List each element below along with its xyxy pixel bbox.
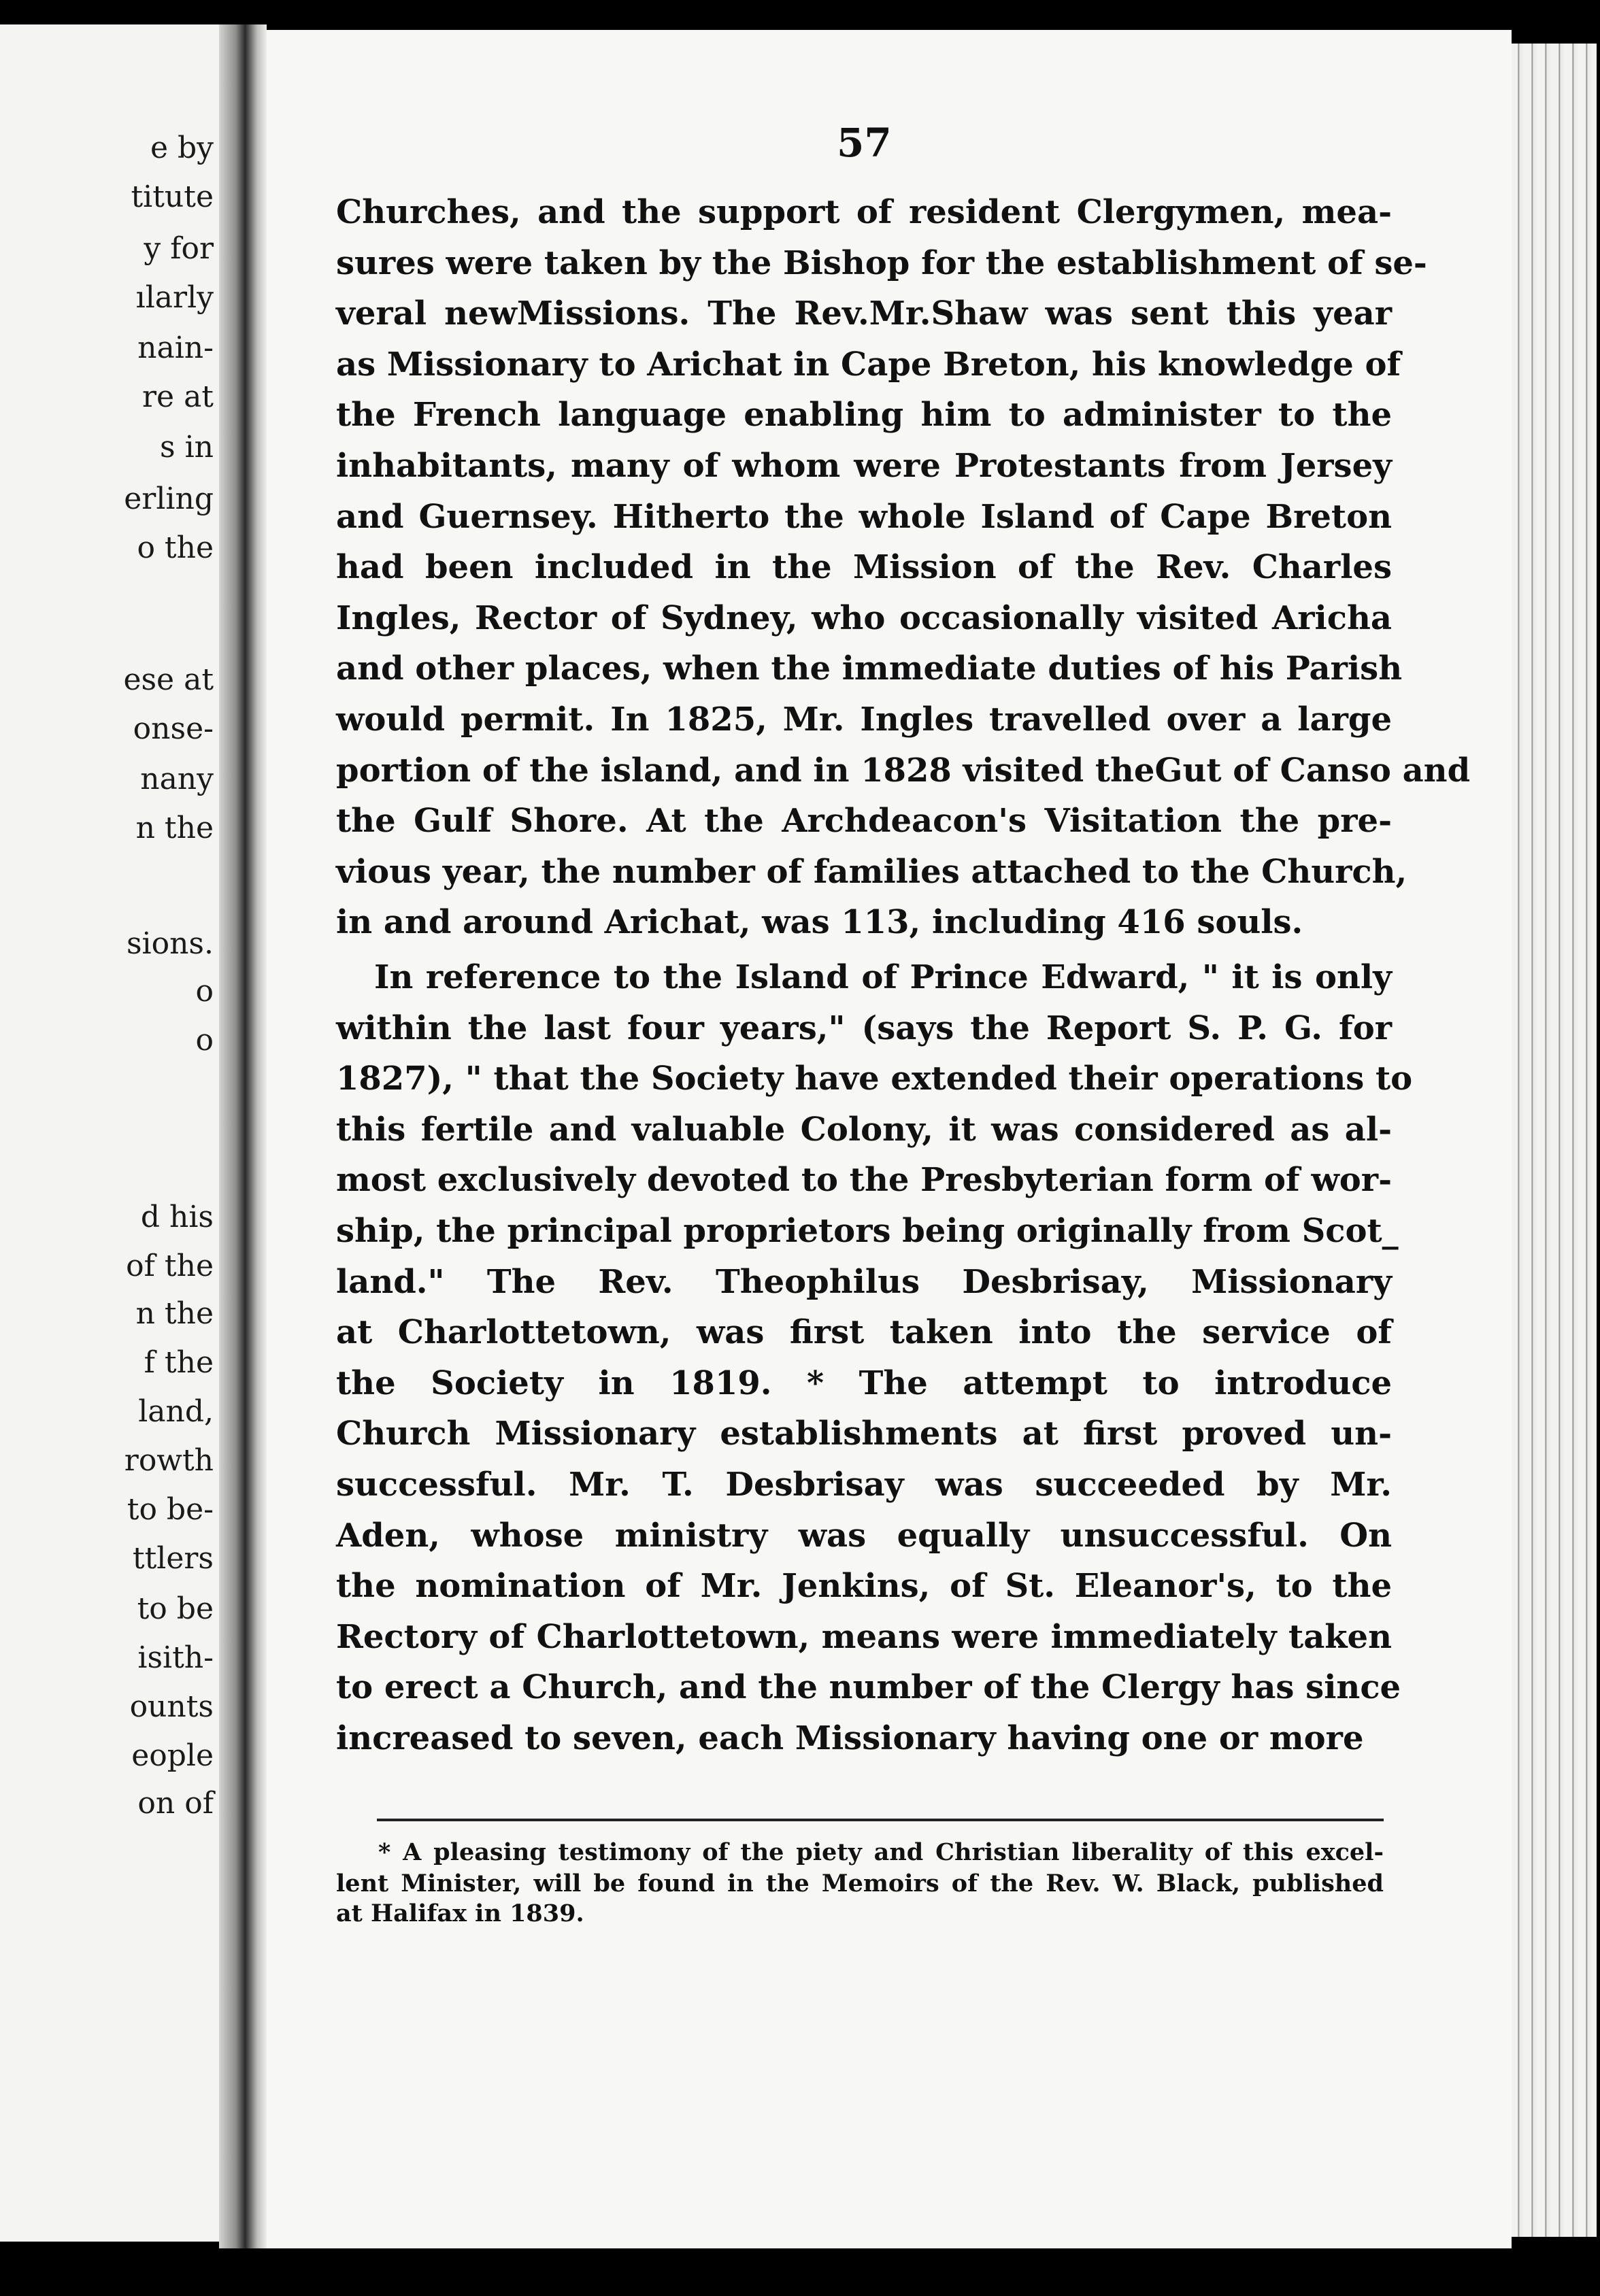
left-page-fragment: erling (124, 482, 214, 516)
body-line: in and around Arichat, was 113, including 416 souls. (336, 903, 1303, 941)
body-line: portion of the island, and in 1828 visited theGut of Canso and (336, 752, 1471, 790)
left-page-fragment: d his (140, 1200, 214, 1234)
body-line: at Charlottetown, was first taken into the service of (336, 1313, 1392, 1351)
body-line: 1827), " that the Society have extended their operations to (336, 1060, 1413, 1098)
left-page-fragment: s in (160, 430, 214, 465)
left-page-fragment: onse- (133, 711, 214, 746)
left-page-fragment: titute (131, 180, 214, 214)
left-page-fragment: nain- (137, 331, 214, 365)
body-line: most exclusively devoted to the Presbyterian form of wor- (336, 1161, 1392, 1199)
left-page-fragment: y for (144, 231, 214, 266)
left-page-fragment: n the (135, 811, 214, 845)
book-gutter (219, 24, 267, 2248)
left-page-fragment: o (195, 1023, 214, 1058)
left-page-fragment: ttlers (132, 1541, 214, 1576)
body-line: land." The Rev. Theophilus Desbrisay, Missionary (336, 1263, 1392, 1301)
left-page-fragment: nany (140, 762, 214, 796)
left-page-fragment: land, (138, 1394, 214, 1429)
body-line: inhabitants, many of whom were Protestants from Jersey (336, 447, 1392, 485)
left-page-fragment: to be (137, 1591, 214, 1626)
body-line: Aden, whose ministry was equally unsuccessful. On (336, 1517, 1392, 1555)
body-line: the French language enabling him to administer to the (336, 396, 1392, 434)
body-line: Church Missionary establishments at first proved un- (336, 1415, 1392, 1453)
body-line: would permit. In 1825, Mr. Ingles travelled over a large (336, 700, 1392, 739)
body-line: and Guernsey. Hitherto the whole Island of Cape Breton (336, 498, 1392, 536)
body-line: In reference to the Island of Prince Edward, " it is only (374, 958, 1392, 996)
left-page-fragment: o the (137, 530, 214, 565)
left-page-fragment: o (195, 974, 214, 1009)
left-page-fragment: sions. (126, 926, 214, 961)
body-line: within the last four years," (says the Report S. P. G. for (336, 1009, 1392, 1047)
left-page-fragment: of the (126, 1249, 214, 1283)
body-line: as Missionary to Arichat in Cape Breton, his knowledge of (336, 345, 1401, 384)
body-line: the Gulf Shore. At the Archdeacon's Visitation the pre- (336, 802, 1392, 840)
body-line: veral newMissions. The Rev.Mr.Shaw was sent this year (336, 294, 1392, 333)
left-page-fragment: e by (150, 131, 214, 165)
left-page-fragment: f the (144, 1345, 214, 1380)
footnote-rule (377, 1819, 1384, 1821)
footnote-line: at Halifax in 1839. (336, 1900, 584, 1927)
body-line: vious year, the number of families attached to the Church, (336, 853, 1407, 891)
page-edges (1512, 44, 1597, 2237)
body-line: had been included in the Mission of the Rev. Charles (336, 548, 1392, 586)
footnote-line: * A pleasing testimony of the piety and Christian liberality of this excel- (378, 1838, 1384, 1866)
left-page-fragment: ese at (123, 662, 214, 697)
left-page-fragment: n the (135, 1296, 214, 1331)
left-page-fragment: on of (137, 1786, 214, 1821)
body-line: the nomination of Mr. Jenkins, of St. Eleanor's, to the (336, 1567, 1392, 1605)
body-line: ship, the principal proprietors being originally from Scot_ (336, 1212, 1399, 1250)
left-page-fragment: ounts (129, 1689, 214, 1724)
body-line: Rectory of Charlottetown, means were immediately taken (336, 1618, 1392, 1656)
left-page-fragment: to be- (127, 1492, 214, 1527)
footnote-line: lent Minister, will be found in the Memoirs of the Rev. W. Black, published (336, 1870, 1384, 1897)
left-page-fragment: ılarly (135, 280, 214, 315)
body-line: Ingles, Rector of Sydney, who occasionally visited Aricha (336, 599, 1392, 637)
body-line: Churches, and the support of resident Clergymen, mea- (336, 193, 1392, 231)
body-line: increased to seven, each Missionary having one or more (336, 1719, 1364, 1757)
body-line: and other places, when the immediate duties of his Parish (336, 649, 1403, 688)
body-line: to erect a Church, and the number of the Clergy has since (336, 1668, 1401, 1706)
body-line: the Society in 1819. * The attempt to introduce (336, 1364, 1392, 1402)
left-page-fragment: isith- (137, 1640, 214, 1675)
body-line: sures were taken by the Bishop for the establishment of se- (336, 244, 1427, 282)
body-line: successful. Mr. T. Desbrisay was succeeded by Mr. (336, 1466, 1392, 1504)
left-page-fragment: eople (131, 1738, 214, 1773)
body-line: this fertile and valuable Colony, it was considered as al- (336, 1111, 1392, 1149)
left-page (0, 24, 219, 2242)
left-page-fragment: re at (142, 379, 214, 414)
left-page-fragment: rowth (124, 1443, 214, 1478)
page-number: 57 (837, 120, 892, 166)
